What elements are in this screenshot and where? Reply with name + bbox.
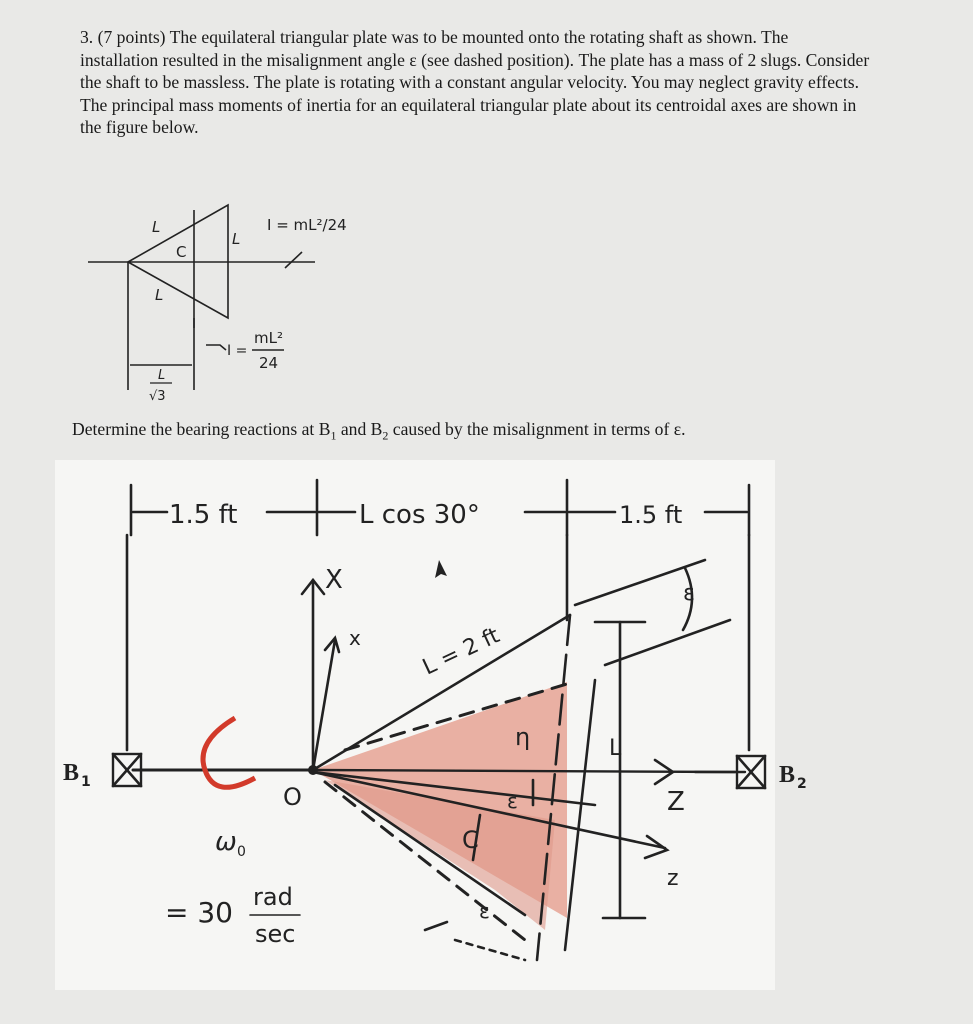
problem-points: (7 points) xyxy=(97,27,166,47)
problem-number: 3. xyxy=(80,27,94,47)
omega-sub: 0 xyxy=(237,844,246,860)
inertia-other-denominator: 24 xyxy=(259,354,279,372)
dim-right-label: 1.5 ft xyxy=(619,501,683,529)
omega-label: ω xyxy=(215,827,237,857)
bearing-right-label: B xyxy=(779,762,796,788)
axis-z-label: z xyxy=(667,866,679,891)
inertia-axis-label: I = mL²/24 xyxy=(267,216,347,234)
main-figure xyxy=(55,460,807,990)
side-label-top: L xyxy=(152,218,161,236)
figure-background xyxy=(55,460,775,990)
origin-label: O xyxy=(283,783,302,811)
omega-value: = 30 xyxy=(165,896,233,929)
offset-numerator: L xyxy=(158,368,166,383)
centroid-label: C xyxy=(462,826,479,854)
bearing-right-sub: 2 xyxy=(797,776,807,792)
axis-pointer xyxy=(285,252,302,268)
inertia-other-prefix: I = xyxy=(227,343,248,359)
origin-point xyxy=(308,765,318,775)
omega-unit-num: rad xyxy=(253,883,293,911)
lower-pointer xyxy=(206,345,226,350)
side-label-bottom: L xyxy=(155,286,164,304)
dim-center-label: L cos 30° xyxy=(359,500,480,530)
problem-statement xyxy=(80,26,870,139)
L-label: L xyxy=(609,736,622,761)
side-label-right: L xyxy=(232,230,241,248)
axis-x-label: x xyxy=(349,626,361,650)
inertia-figure xyxy=(70,190,400,410)
inertia-other-numerator: mL² xyxy=(254,329,283,347)
axis-Z-label: Z xyxy=(667,787,685,817)
centroid-label: C xyxy=(176,243,187,261)
epsilon-label-lower: ε xyxy=(479,899,490,923)
length-label: L = 2 ft xyxy=(418,623,504,681)
dim-left-label: 1.5 ft xyxy=(169,500,238,530)
epsilon-label-centroid: ε xyxy=(507,789,518,813)
offset-denominator: √3 xyxy=(149,389,166,404)
axis-X-label: X xyxy=(325,565,343,595)
bearing-left-label: B xyxy=(63,760,80,786)
eta-label: η xyxy=(515,723,531,751)
bearing-left-sub: 1 xyxy=(81,774,91,790)
problem-text: The equilateral triangular plate was to be mounted onto the rotating shaft as shown. The installation resulted in the misalignment angle ε (see dashed position). The plate has a mass of 2 slugs. Consider the shaft to be massless. The plate is rotating with a constant angular velocity. You may neglect gravity effects. The principal mass moments of inertia for an equilateral triangular plate about its centroidal axes are shown in the figure below. xyxy=(80,27,870,138)
question-text: Determine the bearing reactions at $B_1$ and $B_2$ caused by the misalignment in terms of ε. xyxy=(72,419,686,443)
epsilon-label: ε xyxy=(683,581,695,606)
omega-unit-den: sec xyxy=(255,920,296,948)
